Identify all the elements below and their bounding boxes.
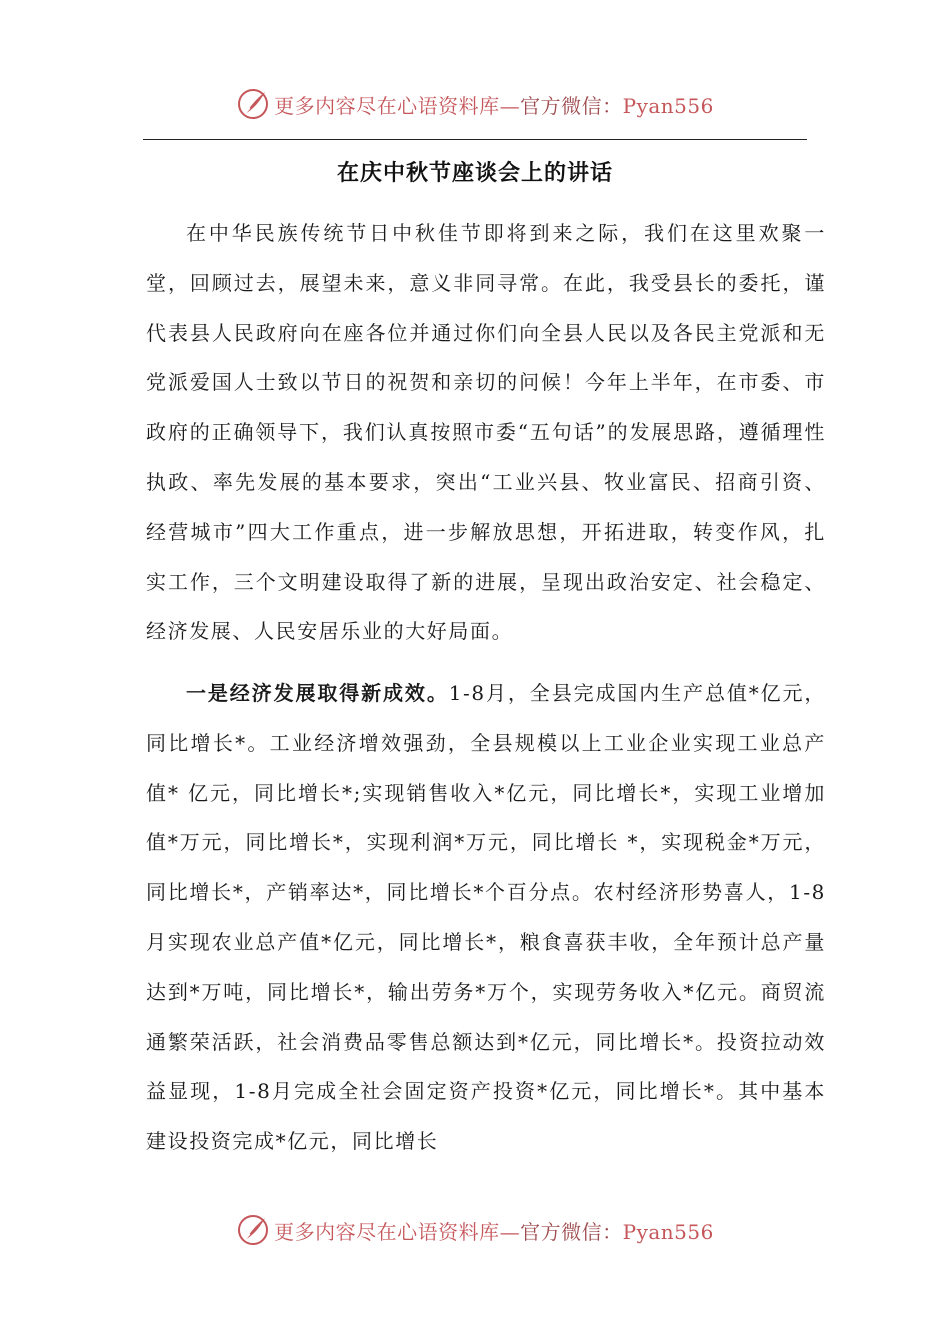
header-banner — [0, 84, 950, 124]
header-wechat-id: Pyan556 — [622, 93, 714, 118]
page-title: 在庆中秋节座谈会上的讲话 — [336, 161, 613, 186]
paragraph-economy — [146, 669, 826, 1167]
quill-logo-icon — [236, 1213, 270, 1247]
paragraph-intro: 在中华民族传统节日中秋佳节即将到来之际，我们在这里欢聚一堂，回顾过去，展望未来，意义非同寻常。在此，我受县长的委托，谨代表县人民政府向在座各位并通过你们向全县人民以及各民主党派和无党派爱国人士致以节日的祝贺和亲切的问候！今年上半年，在市委、市政府的正确领导下，我们认真按照市委“五句话”的发展思路，遵循理性执政、率先发展的基本要求，突出“工业兴县、牧业富民、招商引资、经营城市”四大工作重点，进一步解放思想，开拓进取，转变作风，扎实工作，三个文明建设取得了新的进展，呈现出政治安定、社会稳定、经济发展、人民安居乐业的大好局面。 — [146, 221, 826, 644]
header-wechat-label: 官方微信： — [520, 93, 623, 118]
paragraph-economy-heading: 一是经济发展取得新成效。 — [186, 681, 449, 705]
paragraph-economy-body: 1-8月，全县完成国内生产总值*亿元，同比增长*。工业经济增效强劲，全县规模以上工业企业实现工业总产值* 亿元，同比增长*;实现销售收入*亿元，同比增长*，实现工业增加值*万元，同比增长*，实现利润*万元，同比增长 *，实现税金*万元，同比增长*，产销率达*，同比增长*个百分点。农村经济形势喜人，1-8月实现农业总产值*亿元，同比增长*，粮食喜获丰收，全年预计总产量达到*万吨，同比增长*，输出劳务*万个，实现劳务收入*亿元。商贸流通繁荣活跃，社会消费品零售总额达到*亿元，同比增长*。投资拉动效益显现，1-8月完成全社会固定资产投资*亿元，同比增长*。其中基本建设投资完成*亿元，同比增长 — [146, 681, 827, 1154]
footer-wechat-label: 官方微信： — [520, 1219, 623, 1244]
header-banner-text — [274, 90, 714, 119]
footer-dash: — — [499, 1219, 521, 1244]
header-divider — [143, 139, 807, 140]
quill-logo-icon — [236, 87, 270, 121]
header-site-text: 更多内容尽在心语资料库 — [274, 93, 500, 118]
footer-banner — [0, 1210, 950, 1250]
footer-banner-text — [274, 1216, 714, 1245]
footer-site-text: 更多内容尽在心语资料库 — [274, 1219, 500, 1244]
footer-wechat-id: Pyan556 — [622, 1219, 714, 1244]
header-dash: — — [499, 93, 521, 118]
